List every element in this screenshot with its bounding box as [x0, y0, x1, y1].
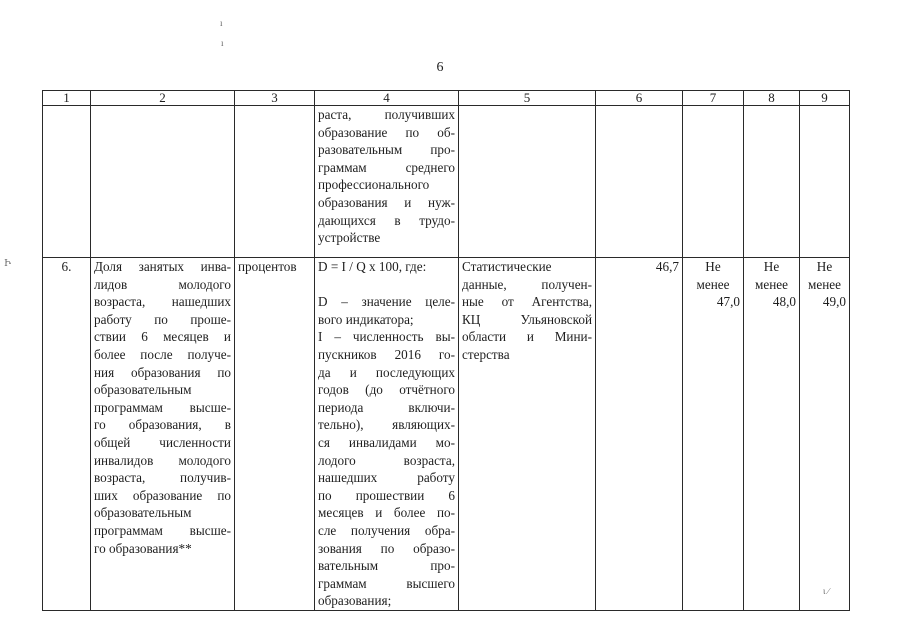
cell-text-line: вательным про- — [318, 558, 455, 574]
cell-text-line: го образования** — [94, 540, 192, 556]
target-cell-year-2 — [683, 258, 744, 611]
cell-text-line: граммам среднего — [318, 159, 455, 175]
cell-text-line: по прошествии 6 — [318, 487, 455, 503]
cell-text-line: образования и нуж- — [318, 194, 455, 210]
method-text — [318, 293, 455, 610]
empty-cell — [683, 106, 744, 258]
empty-cell — [43, 106, 91, 258]
cell-text-line: ствии 6 месяцев и — [94, 329, 231, 345]
target-cell-year-4 — [800, 258, 850, 611]
cell-text-line: инвалидов молодого — [94, 452, 231, 468]
cell-text-line: профессионального — [318, 177, 430, 193]
empty-cell — [744, 106, 800, 258]
cell-text-line: дающихся в трудо- — [318, 212, 455, 228]
target-value: 47,0 — [716, 294, 740, 310]
cell-text-line: граммам высшего — [318, 575, 455, 591]
cell-text-line: более после получе- — [94, 346, 231, 362]
indicators-table — [42, 90, 850, 611]
cell-text-line: I – численность вы- — [318, 329, 455, 345]
row-number: 6. — [43, 258, 91, 611]
cell-text-line: данные, получен- — [462, 276, 592, 292]
cell-text-line: образовательным — [94, 505, 192, 521]
scan-artifact-mark: ι ∕ — [823, 586, 830, 596]
table-row-continuation — [43, 106, 850, 258]
cell-text-line: образования; — [318, 593, 392, 609]
cell-text-line: ших образование по — [94, 487, 231, 503]
cell-text-line: зования по образо- — [318, 540, 455, 556]
cell-text-line: лодого возраста, — [318, 452, 455, 468]
scan-artifact-mark: Ի — [4, 258, 11, 268]
cell-text-line: го образования, в — [94, 417, 231, 433]
header-cell: 3 — [235, 91, 315, 106]
cell-text-line: работу по проше- — [94, 311, 231, 327]
header-cell: 2 — [91, 91, 235, 106]
cell-text-line: месяцев и более по- — [318, 505, 455, 521]
cell-text-line: образование по об- — [318, 124, 455, 140]
table-header-row — [43, 91, 850, 106]
empty-cell — [91, 106, 235, 258]
target-prefix: Не — [705, 259, 721, 274]
cell-text-line: нашедших работу — [318, 470, 455, 486]
base-value-cell: 46,7 — [596, 258, 683, 611]
empty-cell — [800, 106, 850, 258]
unit-cell: процентов — [235, 258, 315, 611]
target-qualifier: менее — [755, 276, 788, 292]
target-prefix: Не — [763, 259, 780, 274]
target-cell-year-3 — [744, 258, 800, 611]
target-value: 48,0 — [772, 294, 796, 310]
cell-text-line: стерства — [462, 346, 510, 362]
cell-text-line: годов (до отчётного — [318, 382, 455, 398]
header-cell: 9 — [800, 91, 850, 106]
cell-text-line: возраста, нашедших — [94, 294, 231, 310]
cell-text-line: ся инвалидами мо- — [318, 434, 455, 450]
formula: D = I / Q x 100, где: — [318, 259, 427, 274]
header-cell: 6 — [596, 91, 683, 106]
indicator-name-cell — [91, 258, 235, 611]
cell-text-line: ные от Агентства, — [462, 294, 592, 310]
cell-text-line: программам высше- — [94, 399, 231, 415]
cell-text-line: пускников 2016 го- — [318, 346, 455, 362]
method-cell — [315, 258, 459, 611]
cell-text-line: области и Мини- — [462, 329, 592, 345]
header-cell: 1 — [43, 91, 91, 106]
cell-text-line: периода включи- — [318, 399, 455, 415]
target-value: 49,0 — [822, 294, 846, 310]
cell-text-line: сле получения обра- — [318, 522, 455, 538]
method-continuation-cell — [315, 106, 459, 258]
cell-text-line: образовательным — [94, 382, 192, 398]
cell-text-line: Статистические — [462, 259, 552, 274]
cell-text-line: возраста, получив- — [94, 470, 231, 486]
cell-text-line: да и последующих — [318, 364, 455, 380]
cell-text-line: разовательным про- — [318, 142, 455, 158]
cell-text-line: лидов молодого — [94, 276, 231, 292]
cell-text-line: программам высше- — [94, 522, 231, 538]
cell-text-line: Доля занятых инва- — [94, 259, 231, 274]
empty-cell — [235, 106, 315, 258]
source-cell — [459, 258, 596, 611]
empty-cell — [596, 106, 683, 258]
target-prefix: Не — [816, 259, 833, 274]
target-qualifier: менее — [696, 276, 730, 292]
cell-text-line: вого индикатора; — [318, 311, 414, 327]
header-cell: 7 — [683, 91, 744, 106]
table-row-6 — [43, 258, 850, 611]
target-qualifier: менее — [808, 276, 841, 292]
scan-artifact-mark: ı — [221, 38, 224, 48]
cell-text-line: D – значение целе- — [318, 294, 455, 310]
cell-text-line: общей численности — [94, 434, 231, 450]
header-cell: 8 — [744, 91, 800, 106]
scan-artifact-mark: ı — [220, 18, 223, 28]
page-number: 6 — [436, 60, 444, 75]
cell-text-line: устройстве — [318, 230, 381, 246]
header-cell: 5 — [459, 91, 596, 106]
empty-cell — [459, 106, 596, 258]
cell-text-line: тельно), являющих- — [318, 417, 455, 433]
cell-text-line: раста, получивших — [318, 107, 455, 122]
cell-text-line: ния образования по — [94, 364, 231, 380]
header-cell: 4 — [315, 91, 459, 106]
spacer — [318, 276, 455, 294]
cell-text-line: КЦ Ульяновской — [462, 311, 592, 327]
